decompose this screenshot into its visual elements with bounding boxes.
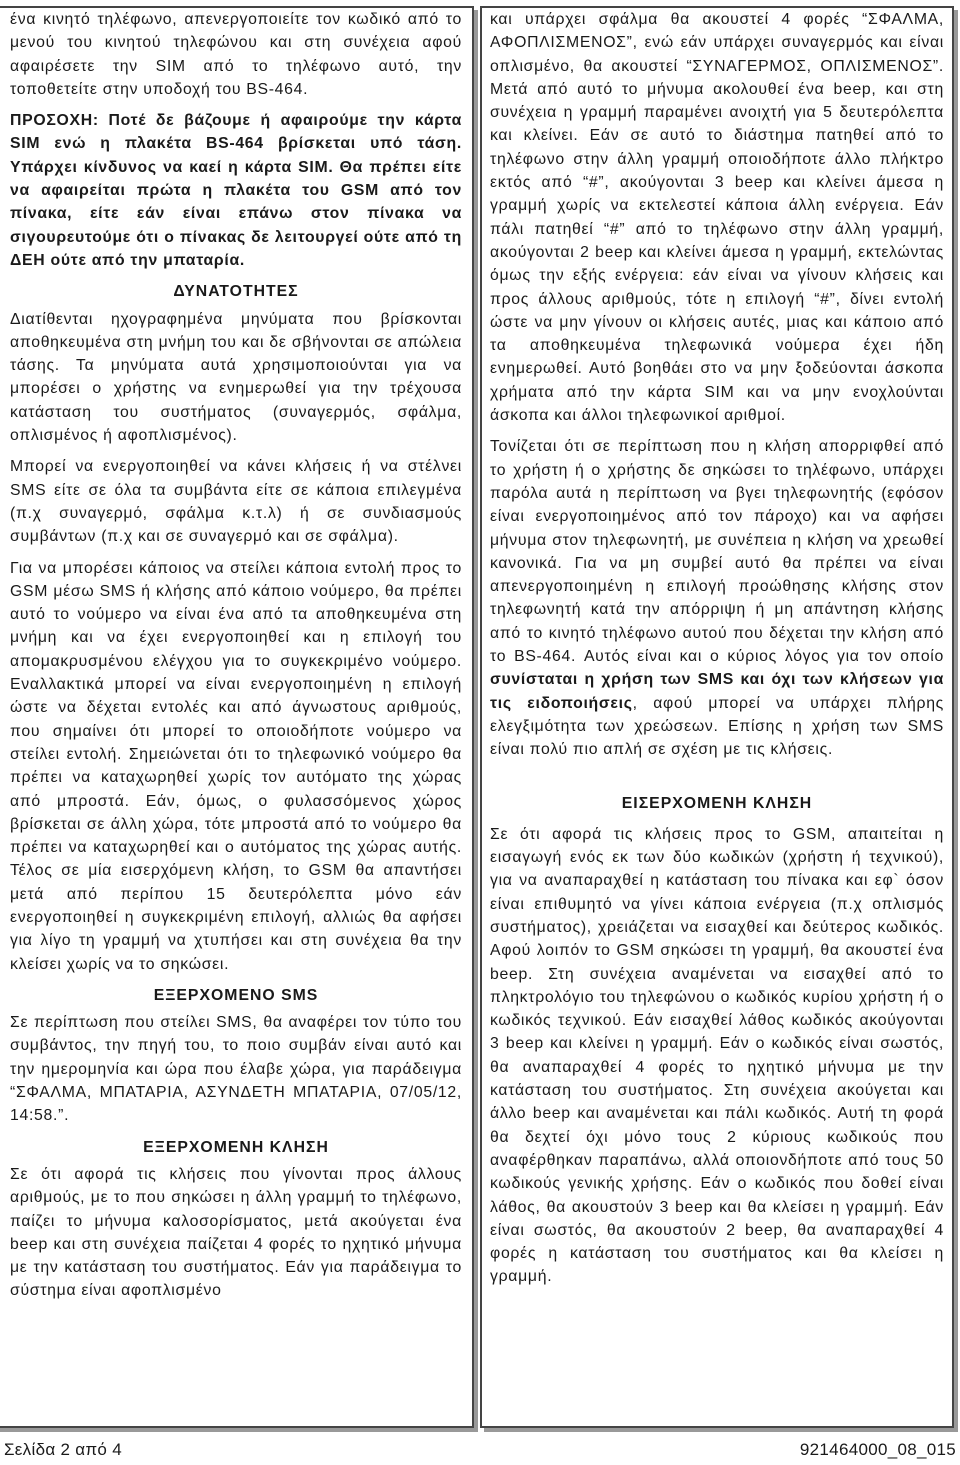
sms-recommendation: συνίσταται η χρήση των SMS και όχι των κλήσεων για τις ειδοποιήσεις <box>490 671 944 712</box>
heading-incoming-call: ΕΙΣΕΡΧΟΜΕΝΗ ΚΛΗΣΗ <box>621 794 813 812</box>
paragraph-call-continuation: και υπάρχει σφάλμα θα ακουστεί 4 φορές “ΣΦΑΛΜΑ, ΑΦΟΠΛΙΣΜΕΝΟΣ”, ενώ εάν υπάρχει συναγερμός και είναι οπλισμένο, θα ακουστεί “ΣΥΝΑΓΕΡΜΟΣ, ΟΠΛΙΣΜΕΝΟΣ”. Μετά από αυτό το μήνυμα ακολουθεί ένα beep, και στη συνέχεια η γραμμή παραμένει ανοιχτή για 5 δευτερόλεπτα και κλείνει. Εάν σε αυτό το διάστημα πατηθεί από το τηλέφωνο στην άλλη γραμμή οποιοδήποτε άλλο πλήκτρο εκτός από “#”, ακούγονται 3 beep και κλείνει άμεσα η γραμμή χωρίς να εκτελεστεί κάποια άλλη ενέργεια. Εάν πάλι πατηθεί “#” από το τηλέφωνο στην άλλη γραμμή, ακούγονται 2 beep και κλείνει άμεσα η γραμμή, εκτελώντας όμως την εξής ενέργεια: εάν είναι να γίνουν κλήσεις και προς άλλους αριθμούς, τότε η επιλογή “#”, δίνει εντολή ώστε να μην γίνουν οι κλήσεις αυτές, μιας και κάποιο από τα αποθηκευμένα τηλεφωνικά νούμερα έχει ήδη ενημερωθεί. Αυτό βοηθάει στο να μην ξοδεύονται άσκοπα χρήματα από την κάρτα SIM και να μην ενοχλούνται άσκοπα και άλλοι τηλεφωνικοί αριθμοί. <box>490 11 944 425</box>
paragraph-sim-intro: ένα κινητό τηλέφωνο, απενεργοποιείτε τον κωδικό από το μενού του κινητού τηλεφώνου και στη συνέχεια αφού αφαιρέσετε την SIM από το τηλέφωνο αυτό, την τοποθετείτε στην υποδοχή του BS-464. <box>10 11 462 98</box>
page-number: Σελίδα 2 από 4 <box>4 1440 122 1459</box>
voicemail-note-text: Τονίζεται ότι σε περίπτωση που η κλήση απορριφθεί από το χρήστη ή ο χρήστης δε σηκώσει το τηλέφωνο, υπάρχει παρόλα αυτά η περίπτωση να βγει τηλεφωνητής (εφόσον είναι ενεργοποιημένος από τον πάροχο) και να αφήσει μήνυμα στον τηλεφωνητή, με συνέπεια η κλήση να χρεωθεί κανονικά. Για να μη συμβεί αυτό θα πρέπει να είναι απενεργοποιημένη η επιλογή προώθησης κλήσης στον τηλεφωνητή κατά την απόρριψη ή μη απάντηση κλήσης από το κινητό τηλέφωνο αυτού που δέχεται την κλήση από το BS-464. Αυτός είναι και ο κύριος λόγος για τον οποίο <box>490 438 944 666</box>
document-code: 921464000_08_015 <box>799 1440 956 1459</box>
voicemail-note-ending: , αφού μπορεί να υπάρχει πλήρης ελεγξιμότητα των χρεώσεων. Επίσης η χρήση των SMS είναι πολύ πιο απλή σε σχέση με τις κλήσεις. <box>490 694 944 759</box>
paragraph-remote-commands: Για να μπορέσει κάποιος να στείλει κάποια εντολή προς το GSM μέσω SMS ή κλήσης από κάποιο νούμερο, θα πρέπει αυτό το νούμερο να είναι ένα από τα αποθηκευμένα στη μνήμη και να έχει ενεργοποιηθεί και η επιλογή του απομακρυσμένου ελέγχου για το συγκεκριμένο νούμερο. Εναλλακτικά μπορεί να είναι ενεργοποιημένη η επιλογή ώστε να δέχεται εντολές και από άγνωστους αριθμούς, που σημαίνει ότι μπορεί το οποιοδήποτε νούμερο να στείλει εντολή. Σημειώνεται ότι το τηλεφωνικό νούμερο θα πρέπει να καταχωρηθεί χωρίς τον αυτόματο της χώρας από μπροστά. Εάν, όμως, ο φυλασσόμενος χώρος βρίσκεται σε άλλη χώρα, τότε μπροστά από το νούμερο θα πρέπει να καταχωρηθεί και ο αυτόματος της χώρας αυτής. Τέλος σε μία εισερχόμενη κλήση, το GSM θα απαντήσει μετά από περίπου 15 δευτερόλεπτα μόνο εάν ενεργοποιηθεί η συγκεκριμένη επιλογή, αλλιώς θα αφήσει για λίγο τη γραμμή να χτυπήσει και στη συνέχεια θα την κλείσει χωρίς να το σηκώσει. <box>10 559 462 973</box>
warning-paragraph: ΠΡΟΣΟΧΗ: Ποτέ δε βάζουμε ή αφαιρούμε την κάρτα SIM ενώ η πλακέτα BS-464 βρίσκεται υπό τάση. Υπάρχει κίνδυνος να καεί η κάρτα SIM. Θα πρέπει είτε να αφαιρείται πρώτα η πλακέτα του GSM από τον πίνακα, είτε εάν είναι επάνω στον πίνακα να σιγουρευτούμε ότι ο πίνακας δε λειτουργεί ούτε από τη ΔΕΗ ούτε από την μπαταρία. <box>10 112 462 269</box>
paragraph-calls-sms: Μπορεί να ενεργοποιηθεί να κάνει κλήσεις ή να στέλνει SMS είτε σε όλα τα συμβάντα είτε σε κάποια επιλεγμένα (π.χ συναγερμό, σφάλμα κ.τ.λ) ή σε συνδιασμούς συμβάντων (π.χ και σε συναγερμό και σε σφάλμα). <box>10 458 462 546</box>
paragraph-incoming-call: Σε ότι αφορά τις κλήσεις προς το GSM, απαιτείται η εισαγωγή ενός εκ των δύο κωδικών (χρήστη ή τεχνικού), για να αναπαραχθεί η κατάσταση του πίνακα και εφ` όσον είναι επιθυμητό να γίνει κάποια ενέργεια (π.χ οπλισμός συστήματος), χρειάζεται να εισαχθεί και δεύτερος κωδικός. Αφού λοιπόν το GSM σηκώσει τη γραμμή, θα ακουστεί ένα beep. Στη συνέχεια αναμένεται να εισαχθεί από το πληκτρολόγιο του τηλεφώνου ο κωδικός κυρίου χρήστη ή ο κωδικός τεχνικού. Εάν εισαχθεί λάθος κωδικός ακούγονται 3 beep και κλείνει η γραμμή. Εάν ο κωδικός είναι σωστός, θα αναπαραχθεί 4 φορές το ηχητικό μήνυμα με την κατάσταση του συστήματος. Στη συνέχεια ακούγεται και άλλο beep και αναμένεται και πάλι κωδικός. Αυτή τη φορά θα δεχτεί όχι μόνο τους 2 κύριους κωδικούς που αναφέρθηκαν παραπάνω, αλλά οποιονδήποτε από τους 50 κωδικούς γενικής χρήσης. Εάν ο κωδικός που δοθεί είναι λάθος, θα ακουστούν 3 beep και θα κλείσει η γραμμή. Εάν είναι σωστός, θα ακουστούν 2 beep, θα αναπαραχθεί 4 φορές η κατάσταση του συστήματος και θα κλείσει η γραμμή. <box>490 825 944 1286</box>
heading-outgoing-sms: ΕΞΕΡΧΟΜΕΝΟ SMS <box>153 986 319 1004</box>
right-column <box>490 8 944 1297</box>
left-column <box>10 8 462 1311</box>
paragraph-outgoing-sms: Σε περίπτωση που στείλει SMS, θα αναφέρει τον τύπο του συμβάντος, την πηγή του, το ποιο συμβάν είναι αυτό και την ημερομηνία και ώρα που έλαβε χώρα, για παράδειγμα “ΣΦΑΛΜΑ, ΜΠΑΤΑΡΙΑ, ΑΣΥΝΔΕΤΗ ΜΠΑΤΑΡΙΑ, 07/05/12, 14:58.”. <box>10 1014 462 1125</box>
heading-capabilities: ΔΥΝΑΤΟΤΗΤΕΣ <box>173 283 299 301</box>
heading-outgoing-call: ΕΞΕΡΧΟΜΕΝΗ ΚΛΗΣΗ <box>143 1138 329 1156</box>
paragraph-recorded-messages: Διατίθενται ηχογραφημένα μηνύματα που βρίσκονται αποθηκευμένα στη μνήμη του και δε σβήνονται σε απώλεια τάσης. Τα μηνύματα αυτά χρησιμοποιούνται για να μπορέσει ο χρήστης να ενημερωθεί για την τρέχουσα κατάσταση του συστήματος (συναγερμός, σφάλμα, οπλισμένος ή αφοπλισμένος). <box>10 310 462 445</box>
paragraph-voicemail-note <box>490 435 944 761</box>
paragraph-outgoing-call: Σε ότι αφορά τις κλήσεις που γίνονται προς άλλους αριθμούς, με το που σηκώσει η άλλη γραμμή το τηλέφωνο, παίζει το μήνυμα καλοσορίσματος, μετά ακούγεται ένα beep και στη συνέχεια παίζεται 4 φορές το ηχητικό μήνυμα με την κατάσταση του συστήματος. Εάν για παράδειγμα το σύστημα είναι αφοπλισμένο <box>10 1165 462 1300</box>
